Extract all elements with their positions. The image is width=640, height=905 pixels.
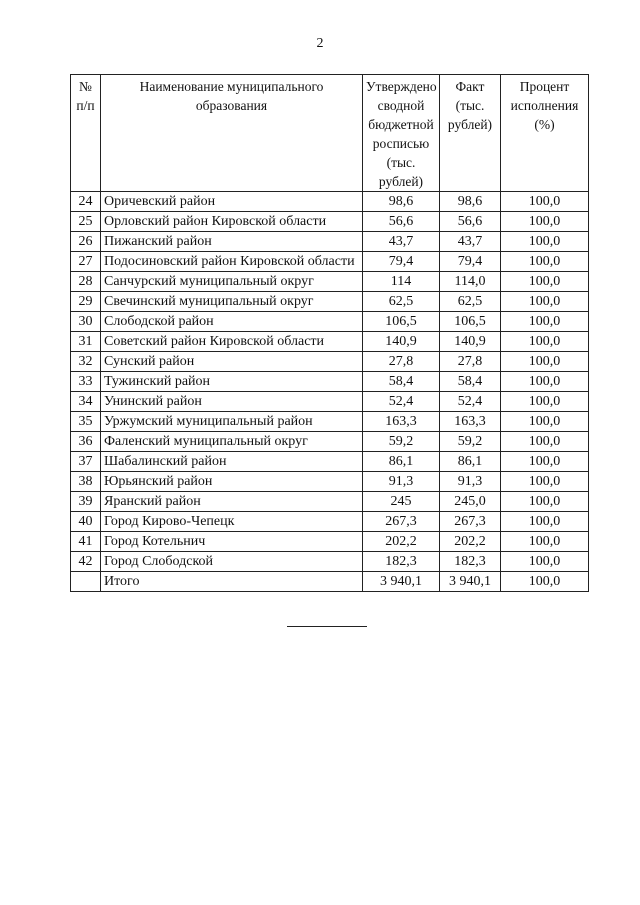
row-name: Фаленский муниципальный округ — [101, 432, 363, 452]
table-row — [71, 232, 589, 252]
row-plan: 79,4 — [363, 252, 440, 272]
row-percent: 100,0 — [501, 332, 589, 352]
row-fact: 52,4 — [440, 392, 501, 412]
row-fact: 140,9 — [440, 332, 501, 352]
row-fact: 86,1 — [440, 452, 501, 472]
row-name: Сунский район — [101, 352, 363, 372]
row-plan: 98,6 — [363, 192, 440, 212]
row-plan: 202,2 — [363, 532, 440, 552]
row-num: 40 — [71, 512, 101, 532]
row-fact: 163,3 — [440, 412, 501, 432]
row-plan: 245 — [363, 492, 440, 512]
table-row — [71, 332, 589, 352]
row-percent: 100,0 — [501, 292, 589, 312]
row-percent: 100,0 — [501, 432, 589, 452]
row-plan: 91,3 — [363, 472, 440, 492]
table-row — [71, 432, 589, 452]
row-plan: 27,8 — [363, 352, 440, 372]
row-percent: 100,0 — [501, 192, 589, 212]
table-row — [71, 392, 589, 412]
row-fact: 79,4 — [440, 252, 501, 272]
row-num: 29 — [71, 292, 101, 312]
row-name: Слободской район — [101, 312, 363, 332]
row-percent: 100,0 — [501, 412, 589, 432]
total-fact: 3 940,1 — [440, 572, 501, 592]
total-num — [71, 572, 101, 592]
row-name: Город Кирово-Чепецк — [101, 512, 363, 532]
header-percent: Процент исполнения (%) — [501, 75, 589, 192]
row-fact: 62,5 — [440, 292, 501, 312]
row-name: Юрьянский район — [101, 472, 363, 492]
table-row — [71, 532, 589, 552]
row-num: 38 — [71, 472, 101, 492]
row-num: 41 — [71, 532, 101, 552]
row-percent: 100,0 — [501, 492, 589, 512]
table-row — [71, 272, 589, 292]
row-percent: 100,0 — [501, 372, 589, 392]
table-row — [71, 412, 589, 432]
row-fact: 267,3 — [440, 512, 501, 532]
total-label: Итого — [101, 572, 363, 592]
row-fact: 106,5 — [440, 312, 501, 332]
row-percent: 100,0 — [501, 512, 589, 532]
row-num: 37 — [71, 452, 101, 472]
total-plan: 3 940,1 — [363, 572, 440, 592]
row-fact: 182,3 — [440, 552, 501, 572]
table-row — [71, 552, 589, 572]
table-row — [71, 372, 589, 392]
row-fact: 27,8 — [440, 352, 501, 372]
row-fact: 59,2 — [440, 432, 501, 452]
row-num: 35 — [71, 412, 101, 432]
row-name: Оричевский район — [101, 192, 363, 212]
table-row — [71, 452, 589, 472]
row-plan: 43,7 — [363, 232, 440, 252]
row-plan: 52,4 — [363, 392, 440, 412]
budget-table — [70, 74, 589, 592]
table-row — [71, 312, 589, 332]
row-name: Пижанский район — [101, 232, 363, 252]
row-percent: 100,0 — [501, 472, 589, 492]
page-number: 2 — [316, 36, 324, 51]
header-num: № п/п — [71, 75, 101, 192]
row-name: Свечинский муниципальный округ — [101, 292, 363, 312]
row-name: Город Слободской — [101, 552, 363, 572]
row-num: 32 — [71, 352, 101, 372]
row-name: Унинский район — [101, 392, 363, 412]
row-plan: 56,6 — [363, 212, 440, 232]
row-num: 33 — [71, 372, 101, 392]
row-percent: 100,0 — [501, 352, 589, 372]
row-fact: 245,0 — [440, 492, 501, 512]
row-name: Шабалинский район — [101, 452, 363, 472]
row-plan: 114 — [363, 272, 440, 292]
row-num: 30 — [71, 312, 101, 332]
row-name: Город Котельнич — [101, 532, 363, 552]
row-percent: 100,0 — [501, 272, 589, 292]
row-plan: 140,9 — [363, 332, 440, 352]
row-percent: 100,0 — [501, 552, 589, 572]
table-row — [71, 512, 589, 532]
row-num: 25 — [71, 212, 101, 232]
row-fact: 56,6 — [440, 212, 501, 232]
total-percent: 100,0 — [501, 572, 589, 592]
table-row — [71, 472, 589, 492]
row-plan: 58,4 — [363, 372, 440, 392]
table-row — [71, 212, 589, 232]
row-plan: 86,1 — [363, 452, 440, 472]
row-percent: 100,0 — [501, 532, 589, 552]
row-percent: 100,0 — [501, 392, 589, 412]
row-plan: 62,5 — [363, 292, 440, 312]
row-percent: 100,0 — [501, 312, 589, 332]
row-plan: 59,2 — [363, 432, 440, 452]
separator-line — [287, 626, 367, 627]
table-row — [71, 252, 589, 272]
row-num: 28 — [71, 272, 101, 292]
row-num: 31 — [71, 332, 101, 352]
row-fact: 43,7 — [440, 232, 501, 252]
row-percent: 100,0 — [501, 452, 589, 472]
row-fact: 58,4 — [440, 372, 501, 392]
total-row — [71, 572, 589, 592]
row-name: Советский район Кировской области — [101, 332, 363, 352]
table-row — [71, 352, 589, 372]
row-plan: 163,3 — [363, 412, 440, 432]
row-num: 36 — [71, 432, 101, 452]
table-body — [71, 192, 589, 572]
row-name: Орловский район Кировской области — [101, 212, 363, 232]
row-percent: 100,0 — [501, 212, 589, 232]
table-row — [71, 292, 589, 312]
row-num: 24 — [71, 192, 101, 212]
header-fact: Факт (тыс. рублей) — [440, 75, 501, 192]
header-plan: Утверждено сводной бюджетной росписью (тыс. рублей) — [363, 75, 440, 192]
row-fact: 114,0 — [440, 272, 501, 292]
row-name: Подосиновский район Кировской области — [101, 252, 363, 272]
row-num: 26 — [71, 232, 101, 252]
table-row — [71, 192, 589, 212]
row-num: 27 — [71, 252, 101, 272]
row-plan: 182,3 — [363, 552, 440, 572]
row-num: 39 — [71, 492, 101, 512]
row-plan: 267,3 — [363, 512, 440, 532]
table-header-row — [71, 75, 589, 192]
row-num: 34 — [71, 392, 101, 412]
row-name: Уржумский муниципальный район — [101, 412, 363, 432]
table-row — [71, 492, 589, 512]
row-percent: 100,0 — [501, 232, 589, 252]
row-percent: 100,0 — [501, 252, 589, 272]
row-num: 42 — [71, 552, 101, 572]
row-name: Яранский район — [101, 492, 363, 512]
row-fact: 91,3 — [440, 472, 501, 492]
row-name: Тужинский район — [101, 372, 363, 392]
row-fact: 98,6 — [440, 192, 501, 212]
row-fact: 202,2 — [440, 532, 501, 552]
row-name: Санчурский муниципальный округ — [101, 272, 363, 292]
row-plan: 106,5 — [363, 312, 440, 332]
header-name: Наименование муниципального образования — [101, 75, 363, 192]
